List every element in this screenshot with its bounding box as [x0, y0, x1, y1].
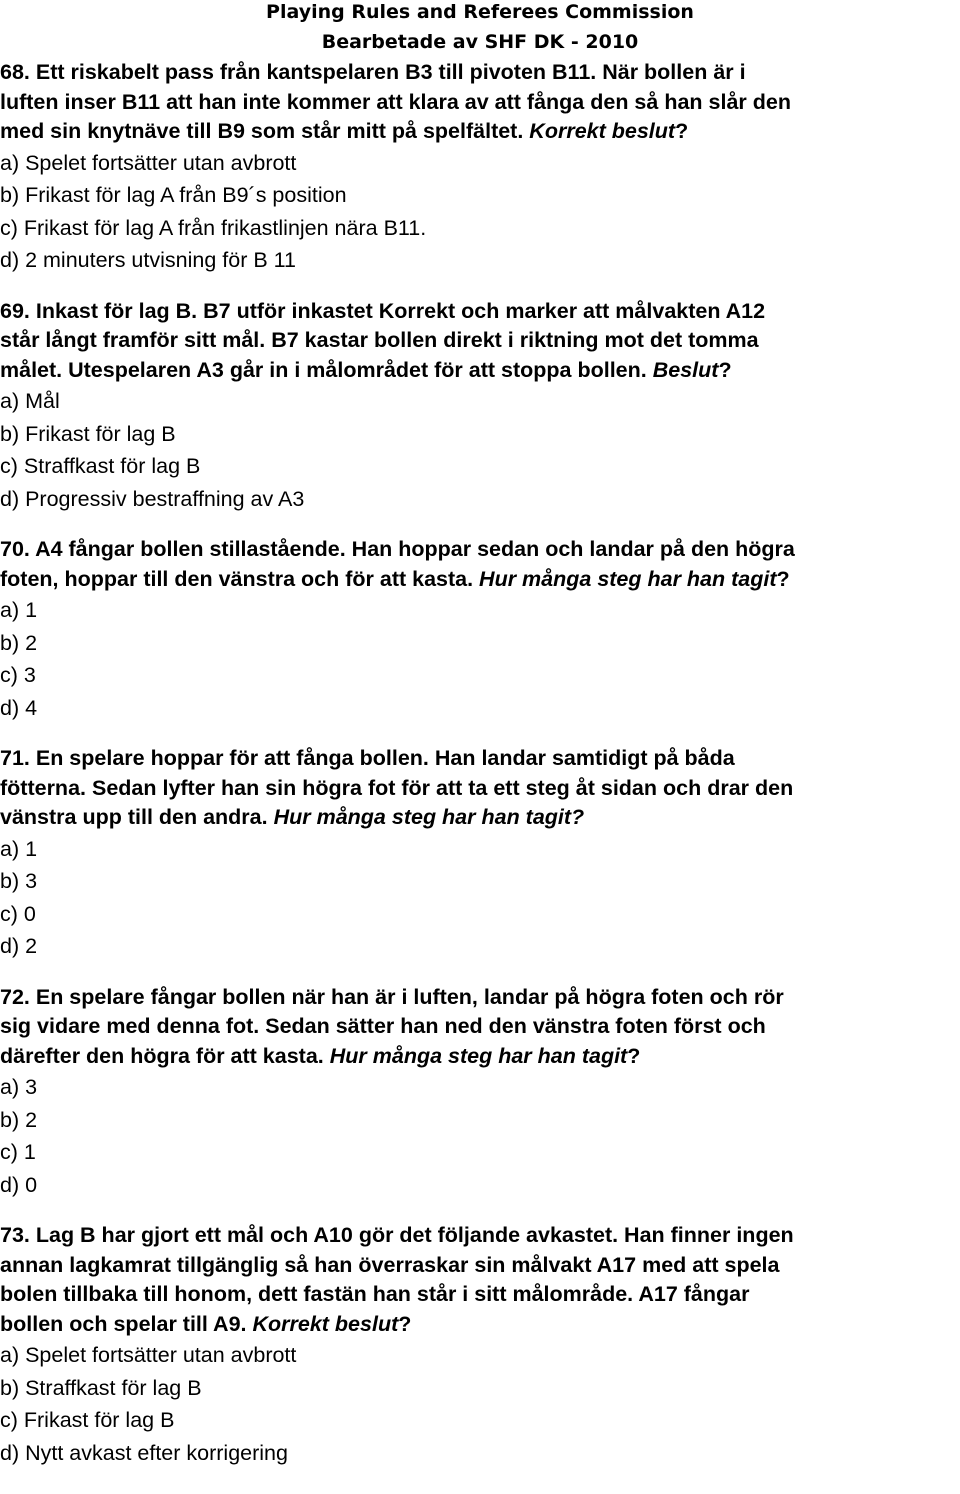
question-text: foten, hoppar till den vänstra och för att kasta.	[0, 566, 480, 591]
question-text: bollen och spelar till A9.	[0, 1311, 253, 1336]
question-text: vänstra upp till den andra.	[0, 805, 274, 829]
question-text-line	[0, 88, 960, 118]
question-text: sig vidare med denna fot. Sedan sätter han ned den vänstra foten först och	[0, 1014, 766, 1038]
question-prompt: Korrekt beslut	[529, 119, 676, 143]
header-subtitle: Bearbetade av SHF DK - 2010	[321, 31, 639, 53]
answer-options	[0, 147, 960, 277]
answer-option: b) 2	[0, 1107, 38, 1132]
question-mark: ?	[675, 119, 689, 143]
question-block	[0, 297, 960, 516]
answer-option: c) Straffkast för lag B	[0, 454, 201, 478]
question-prompt: Hur många steg har han tagit	[329, 1043, 628, 1068]
question-text-line	[0, 983, 960, 1013]
answer-option: b) Straffkast för lag B	[0, 1375, 202, 1400]
answer-option: c) 0	[0, 901, 36, 926]
question-text-line	[0, 1012, 960, 1042]
question-text: fötterna. Sedan lyfter han sin högra fot för att ta ett steg åt sidan och drar den	[0, 775, 794, 800]
answer-option: c) Frikast för lag B	[0, 1408, 175, 1432]
answer-option: a) 3	[0, 1075, 38, 1099]
question-text: 70. A4 fångar bollen stillastående. Han hoppar sedan och landar på den högra	[0, 537, 795, 561]
question-text-line	[0, 326, 960, 356]
question-prompt: Hur många steg har han tagit?	[273, 805, 585, 829]
question-text-line	[0, 297, 960, 327]
question-text: bolen tillbaka till honom, dett fastän han står i sitt målområde. A17 fångar	[0, 1282, 750, 1306]
answer-option: a) 1	[0, 598, 38, 622]
question-text-line	[0, 744, 960, 774]
answer-option: c) Frikast för lag A från frikastlinjen nära B11.	[0, 215, 427, 240]
question-prompt: Korrekt beslut	[252, 1311, 399, 1336]
answer-option: d) 0	[0, 1172, 38, 1197]
question-text-line	[0, 58, 960, 88]
answer-options	[0, 1071, 960, 1201]
answer-option: a) Spelet fortsätter utan avbrott	[0, 1343, 297, 1367]
question-text: 71. En spelare hoppar för att fånga bollen. Han landar samtidigt på båda	[0, 746, 735, 770]
question-text-line	[0, 535, 960, 565]
answer-option: a) Mål	[0, 389, 60, 413]
answer-option: d) Nytt avkast efter korrigering	[0, 1440, 288, 1465]
question-text: står långt framför sitt mål. B7 kastar bollen direkt i riktning mot det tomma	[0, 328, 759, 352]
question-text-line	[0, 774, 960, 804]
answer-option: a) Spelet fortsätter utan avbrott	[0, 150, 297, 175]
answer-options	[0, 833, 960, 963]
question-text: annan lagkamrat tillgänglig så han överraskar sin målvakt A17 med att spela	[0, 1252, 780, 1277]
question-text-line	[0, 1251, 960, 1281]
answer-options	[0, 1339, 960, 1469]
answer-option: c) 1	[0, 1140, 36, 1164]
answer-option: d) Progressiv bestraffning av A3	[0, 486, 305, 511]
question-text-line	[0, 1221, 960, 1251]
answer-option: b) 2	[0, 630, 38, 655]
question-text: 73. Lag B har gjort ett mål och A10 gör det följande avkastet. Han finner ingen	[0, 1223, 794, 1247]
question-text: 68. Ett riskabelt pass från kantspelaren B3 till pivoten B11. När bollen är i	[0, 60, 746, 84]
answer-option: d) 2	[0, 934, 38, 958]
question-text: 69. Inkast för lag B. B7 utför inkastet Korrekt och marker att målvakten A12	[0, 298, 766, 323]
answer-option: b) 3	[0, 869, 38, 893]
answer-option: d) 2 minuters utvisning för B 11	[0, 248, 296, 272]
question-text: därefter den högra för att kasta.	[0, 1043, 330, 1068]
question-text: målet. Utespelaren A3 går in i målområdet för att stoppa bollen.	[0, 357, 653, 382]
question-text: luften inser B11 att han inte kommer att klara av att fånga den så han slår den	[0, 89, 791, 114]
question-mark: ?	[718, 357, 732, 382]
answer-option: a) 1	[0, 836, 38, 861]
question-block	[0, 58, 960, 277]
question-text-line	[0, 565, 960, 595]
question-mark: ?	[627, 1043, 641, 1068]
question-text-line	[0, 1280, 960, 1310]
question-list	[0, 58, 960, 1489]
question-prompt: Hur många steg har han tagit	[479, 566, 777, 591]
question-mark: ?	[398, 1311, 412, 1336]
header-title: Playing Rules and Referees Commission	[266, 1, 694, 23]
answer-option: b) Frikast för lag B	[0, 421, 176, 446]
question-mark: ?	[776, 566, 790, 591]
question-text-line	[0, 356, 960, 386]
question-prompt: Beslut	[652, 357, 719, 382]
answer-options	[0, 385, 960, 515]
answer-option: d) 4	[0, 695, 38, 720]
question-text-line	[0, 117, 960, 147]
question-block	[0, 983, 960, 1202]
question-text-line	[0, 1310, 960, 1340]
question-text-line	[0, 1042, 960, 1072]
answer-option: b) Frikast för lag A från B9´s position	[0, 183, 347, 207]
question-text-line	[0, 803, 960, 833]
question-block	[0, 535, 960, 724]
question-text: med sin knytnäve till B9 som står mitt på spelfältet.	[0, 119, 530, 143]
question-block	[0, 1221, 960, 1469]
question-text: 72. En spelare fångar bollen när han är i luften, landar på högra foten och rör	[0, 984, 784, 1009]
answer-options	[0, 594, 960, 724]
answer-option: c) 3	[0, 663, 36, 687]
question-block	[0, 744, 960, 963]
